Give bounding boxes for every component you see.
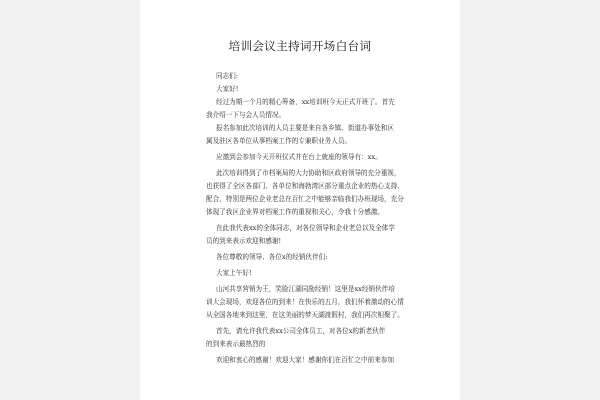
paragraph-line: 训大会现场，欢迎各位的到来！在快乐的五月，我们怀着激动的心情	[206, 298, 404, 306]
paragraph-line: 体现了我区企业界对档案工作的重视和关心，令我十分感激。	[206, 208, 385, 216]
paragraph-line: 我介绍一下与会人员情况。	[206, 111, 286, 119]
paragraph-line: 从全国各地来到这里，在这美丽的梦天湖渡假村，我们再次相聚了。	[206, 311, 404, 319]
document-page	[140, 0, 460, 400]
paragraph-line: 经过为期一个月的精心筹备，xx培训班今天正式开班了。首先	[216, 98, 395, 106]
paragraph-line: 山河共享营销为王，笑脸江湖同励经销！这里是xx经销伙伴培	[216, 285, 395, 293]
paragraph-line: 的到来表示最热烈的	[206, 340, 266, 348]
paragraph-line: 应邀到会参加今天开班仪式并在台上就座的领导有：xx。	[216, 153, 382, 161]
paragraph-line: 员的到来表示欢迎和感谢!	[206, 237, 282, 245]
paragraph-line: 欢迎和衷心的感谢！欢迎大家！感谢你们在百忙之中前来参加	[216, 356, 395, 364]
paragraph-line: 各位尊敬的领导、各位x的经销伙伴们:	[216, 253, 328, 261]
paragraph-line: 报名参加此次培训的人员主要是来自各乡镇、街道办事处和区	[216, 124, 395, 132]
salutation-line: 同志们:	[216, 72, 239, 80]
paragraph-line: 在此我代表xx的全体同志，对各位领导和企业老总以及全体学	[216, 224, 395, 232]
paragraph-line: 首先，请允许我代表xx公司全体员工，对各位x的新老伙伴	[216, 327, 386, 335]
paragraph-line: 属及驻区各单位从事档案工作的专兼职业务人员。	[206, 137, 352, 145]
paragraph-line: 也获得了全区各部门、各单位和海勃湾区部分重点企业的热心支持、	[206, 182, 404, 190]
paragraph-line: 此次培训得到了市档案局的大力协助和区政府领导的充分重视，	[216, 169, 401, 177]
greeting-line: 大家上午好!	[216, 269, 252, 277]
document-title: 培训会议主持词开场白台词	[228, 39, 372, 53]
greeting-line: 大家好!	[216, 85, 239, 93]
paragraph-line: 配合，特别是两位企业老总在百忙之中能够亲临我们办班现场，充分	[206, 195, 404, 203]
